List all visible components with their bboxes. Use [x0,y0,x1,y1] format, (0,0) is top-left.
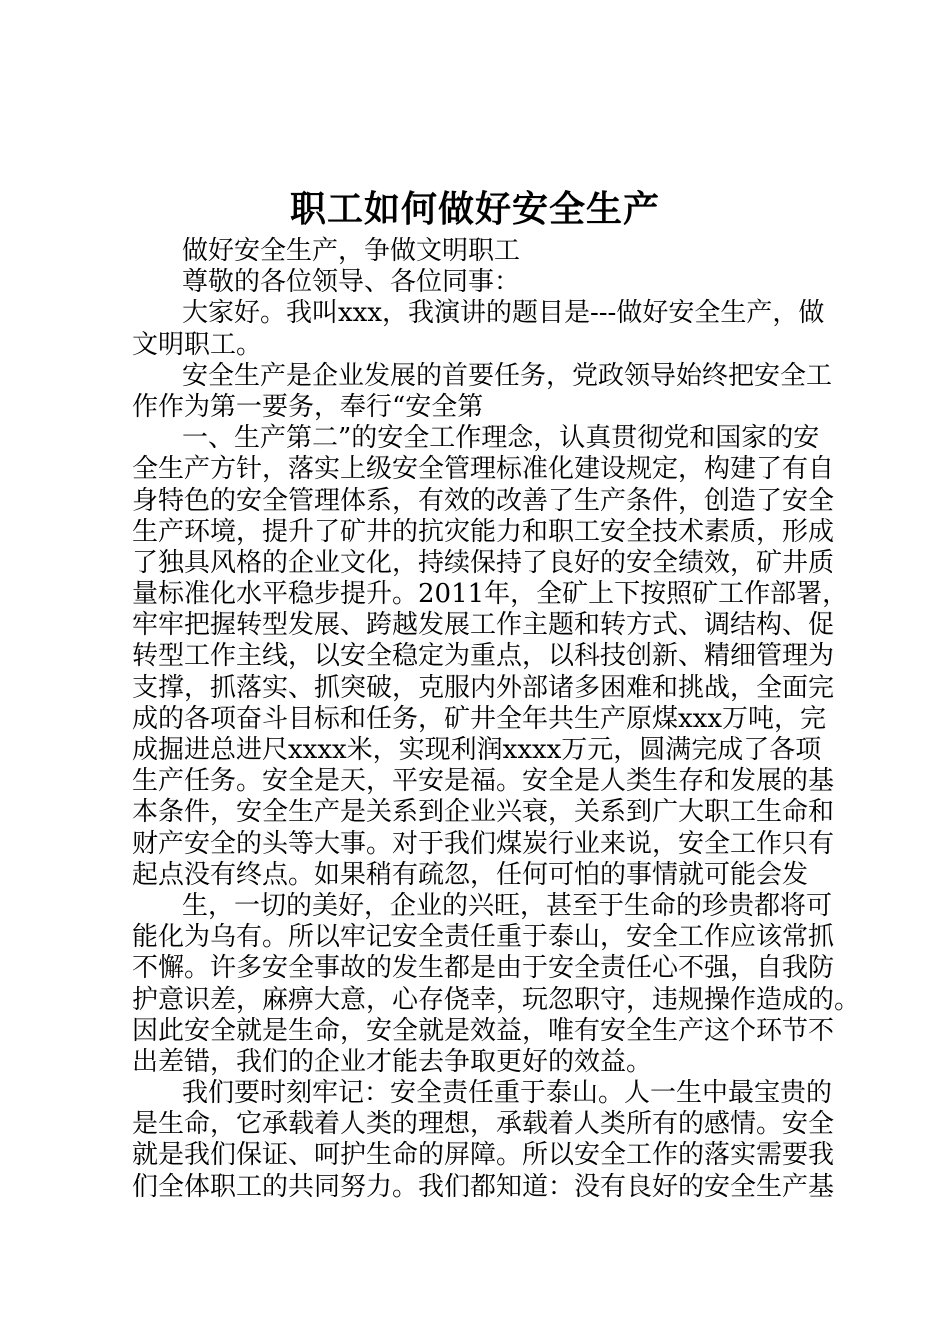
text-line: 转型工作主线，以安全稳定为重点，以科技创新、精细管理为 [132,641,835,672]
text-line: 本条件，安全生产是关系到企业兴衰，关系到广大职工生命和 [132,797,835,828]
text-line: 护意识差，麻痹大意，心存侥幸，玩忽职守，违规操作造成的。 [132,984,861,1015]
text-line: 生，一切的美好，企业的兴旺，甚至于生命的珍贵都将可 [182,890,833,921]
text-line: 支撑，抓落实、抓突破，克服内外部诸多困难和挑战，全面完 [132,672,835,703]
text-line: 了独具风格的企业文化，持续保持了良好的安全绩效，矿井质 [132,547,835,578]
text-line: 身特色的安全管理体系，有效的改善了生产条件，创造了安全 [132,485,835,516]
text-line: 起点没有终点。如果稍有疏忽，任何可怕的事情就可能会发 [132,859,809,890]
text-line: 生产任务。安全是天，平安是福。安全是人类生存和发展的基 [132,766,835,797]
text-line: 出差错，我们的企业才能去争取更好的效益。 [132,1046,653,1077]
text-line: 安全生产是企业发展的首要任务，党政领导始终把安全工 [182,360,833,391]
text-line: 一、生产第二”的安全工作理念，认真贯彻党和国家的安 [182,423,820,454]
text-line: 成的各项奋斗目标和任务，矿井全年共生产原煤xxx万吨，完 [132,703,826,734]
text-line: 大家好。我叫xxx，我演讲的题目是---做好安全生产，做 [182,298,825,329]
text-line: 尊敬的各位领导、各位同事： [182,267,521,298]
text-line: 我们要时刻牢记：安全责任重于泰山。人一生中最宝贵的 [182,1078,833,1109]
text-line: 生产环境，提升了矿井的抗灾能力和职工安全技术素质，形成 [132,516,835,547]
text-line: 成掘进总进尺xxxx米，实现利润xxxx万元，圆满完成了各项 [132,735,822,765]
text-line: 全生产方针，落实上级安全管理标准化建设规定，构建了有自 [132,454,835,485]
document-title: 职工如何做好安全生产 [289,188,660,230]
text-line: 不懈。许多安全事故的发生都是由于安全责任心不强，自我防 [132,953,835,984]
text-line: 文明职工。 [132,329,263,360]
text-line: 是生命，它承载着人类的理想，承载着人类所有的感情。安全 [132,1109,835,1140]
text-line: 牢牢把握转型发展、跨越发展工作主题和转方式、调结构、促 [132,610,835,641]
text-line: 们全体职工的共同努力。我们都知道：没有良好的安全生产基 [132,1171,835,1202]
text-line: 能化为乌有。所以牢记安全责任重于泰山，安全工作应该常抓 [132,922,835,953]
text-line: 财产安全的头等大事。对于我们煤炭行业来说，安全工作只有 [132,828,835,859]
document-body [132,236,861,1203]
text-line: 因此安全就是生命，安全就是效益，唯有安全生产这个环节不 [132,1015,835,1046]
text-line: 作作为第一要务，奉行“安全第 [132,391,484,422]
text-line: 就是我们保证、呵护生命的屏障。所以安全工作的落实需要我 [132,1140,835,1171]
text-line: 量标准化水平稳步提升。2011年，全矿上下按照矿工作部署， [132,579,849,610]
text-line: 做好安全生产，争做文明职工 [182,236,521,266]
